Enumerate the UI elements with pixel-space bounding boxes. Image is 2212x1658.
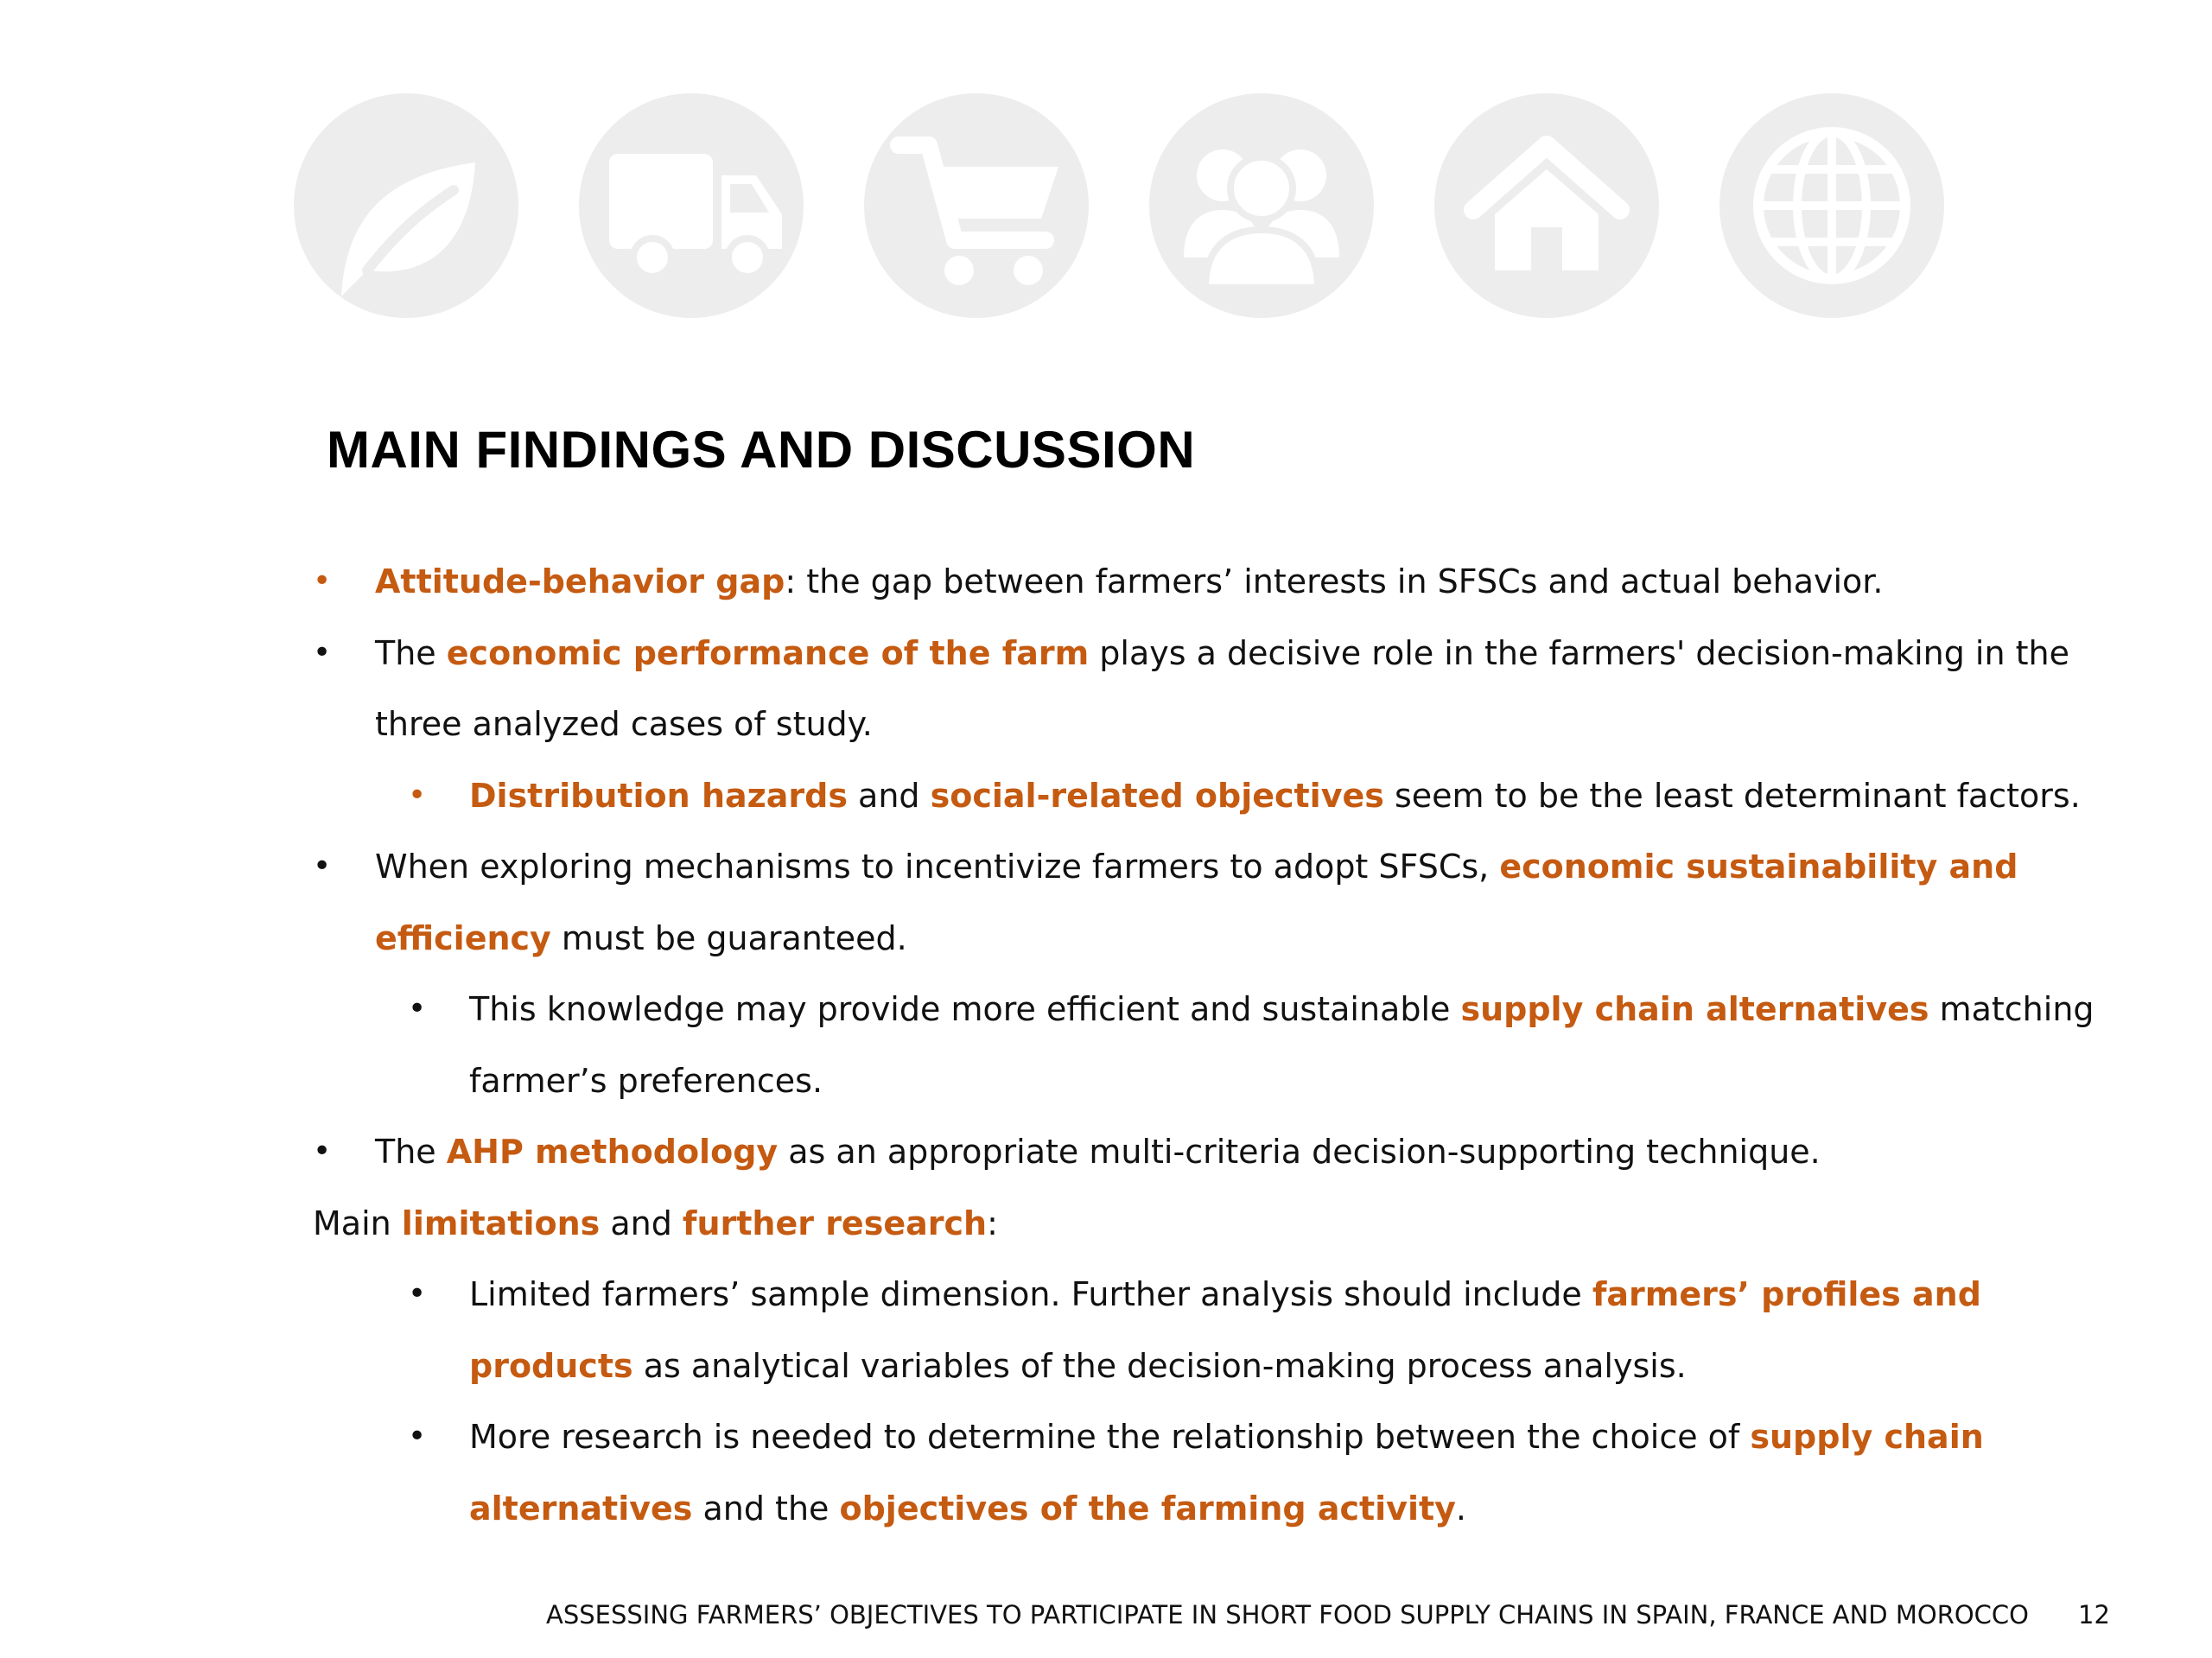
bullet-marker: • [408, 1276, 427, 1312]
sub-list-item-continuation [469, 1487, 1466, 1530]
item-text: and [600, 1204, 683, 1242]
list-item-continuation [375, 917, 907, 960]
sub-list-item [469, 1273, 1981, 1316]
highlight-term: Attitude-behavior gap [375, 562, 785, 600]
item-text: : [987, 1204, 998, 1242]
item-text: seem to be the least determinant factors. [1383, 777, 2081, 815]
sub-list-item [469, 988, 2094, 1031]
bullet-marker: • [313, 1134, 332, 1169]
item-text: More research is needed to determine the relationship between the choice of [469, 1418, 1751, 1456]
list-item-continuation [375, 702, 873, 746]
section-subheading [313, 1202, 998, 1245]
item-text: : the gap between farmers’ interests in SFSCs and actual behavior. [785, 562, 1884, 600]
highlight-term: products [469, 1347, 633, 1385]
item-text: matching [1929, 990, 2094, 1028]
highlight-term: alternatives [469, 1490, 693, 1528]
bullet-marker: • [408, 778, 427, 813]
sub-list-item [469, 774, 2081, 817]
highlight-term: social-related objectives [930, 777, 1384, 815]
item-text: This knowledge may provide more efficient and sustainable [469, 990, 1461, 1028]
item-text: three analyzed cases of study. [375, 705, 873, 743]
home-icon [1434, 93, 1659, 318]
item-text: The [375, 634, 447, 672]
item-text: and [847, 777, 931, 815]
bullet-marker: • [313, 848, 332, 884]
highlight-term: Distribution hazards [469, 777, 848, 815]
item-text: as an appropriate multi-criteria decision-supporting technique. [778, 1133, 1821, 1171]
list-item [375, 560, 1884, 603]
item-text: Main [313, 1204, 402, 1242]
list-item [375, 632, 2069, 675]
highlight-term: AHP methodology [446, 1133, 779, 1171]
item-text: . [1455, 1490, 1467, 1528]
item-text: The [375, 1133, 447, 1171]
globe-icon [1719, 93, 1944, 318]
highlight-term: further research [682, 1204, 988, 1242]
footer-title: ASSESSING FARMERS’ OBJECTIVES TO PARTICIPATE IN SHORT FOOD SUPPLY CHAINS IN SPAIN, FRANCE AND MOROCCO [546, 1600, 2029, 1629]
item-text: must be guaranteed. [550, 919, 907, 957]
page-number: 12 [2078, 1600, 2110, 1629]
list-item [375, 845, 2018, 888]
highlight-term: efficiency [375, 919, 551, 957]
item-text: When exploring mechanisms to incentivize farmers to adopt SFSCs, [375, 848, 1500, 886]
cart-icon [864, 93, 1089, 318]
slide-footer [0, 1600, 2212, 1635]
truck-icon [579, 93, 804, 318]
bullet-marker: • [408, 1419, 427, 1454]
item-text: as analytical variables of the decision-making process analysis. [632, 1347, 1687, 1385]
highlight-term: farmers’ profiles and [1592, 1275, 1981, 1313]
highlight-term: supply chain alternatives [1460, 990, 1929, 1028]
highlight-term: objectives of the farming activity [839, 1490, 1456, 1528]
people-icon [1149, 93, 1374, 318]
page-title: MAIN FINDINGS AND DISCUSSION [327, 421, 1196, 479]
highlight-term: supply chain [1750, 1418, 1984, 1456]
sub-list-item-continuation [469, 1344, 1687, 1388]
icon-banner [0, 0, 2212, 346]
bullet-marker: • [408, 991, 427, 1026]
bullet-marker: • [313, 563, 332, 599]
highlight-term: economic sustainability and [1499, 848, 2018, 886]
leaf-icon [294, 93, 518, 318]
item-text: farmer’s preferences. [469, 1062, 823, 1100]
sub-list-item [469, 1415, 1984, 1458]
item-text: and the [692, 1490, 840, 1528]
item-text: plays a decisive role in the farmers' decision-making in the [1089, 634, 2070, 672]
sub-list-item-continuation [469, 1059, 823, 1102]
highlight-term: limitations [401, 1204, 601, 1242]
highlight-term: economic performance of the farm [446, 634, 1090, 672]
bullet-marker: • [313, 635, 332, 670]
item-text: Limited farmers’ sample dimension. Further analysis should include [469, 1275, 1592, 1313]
list-item [375, 1130, 1821, 1173]
